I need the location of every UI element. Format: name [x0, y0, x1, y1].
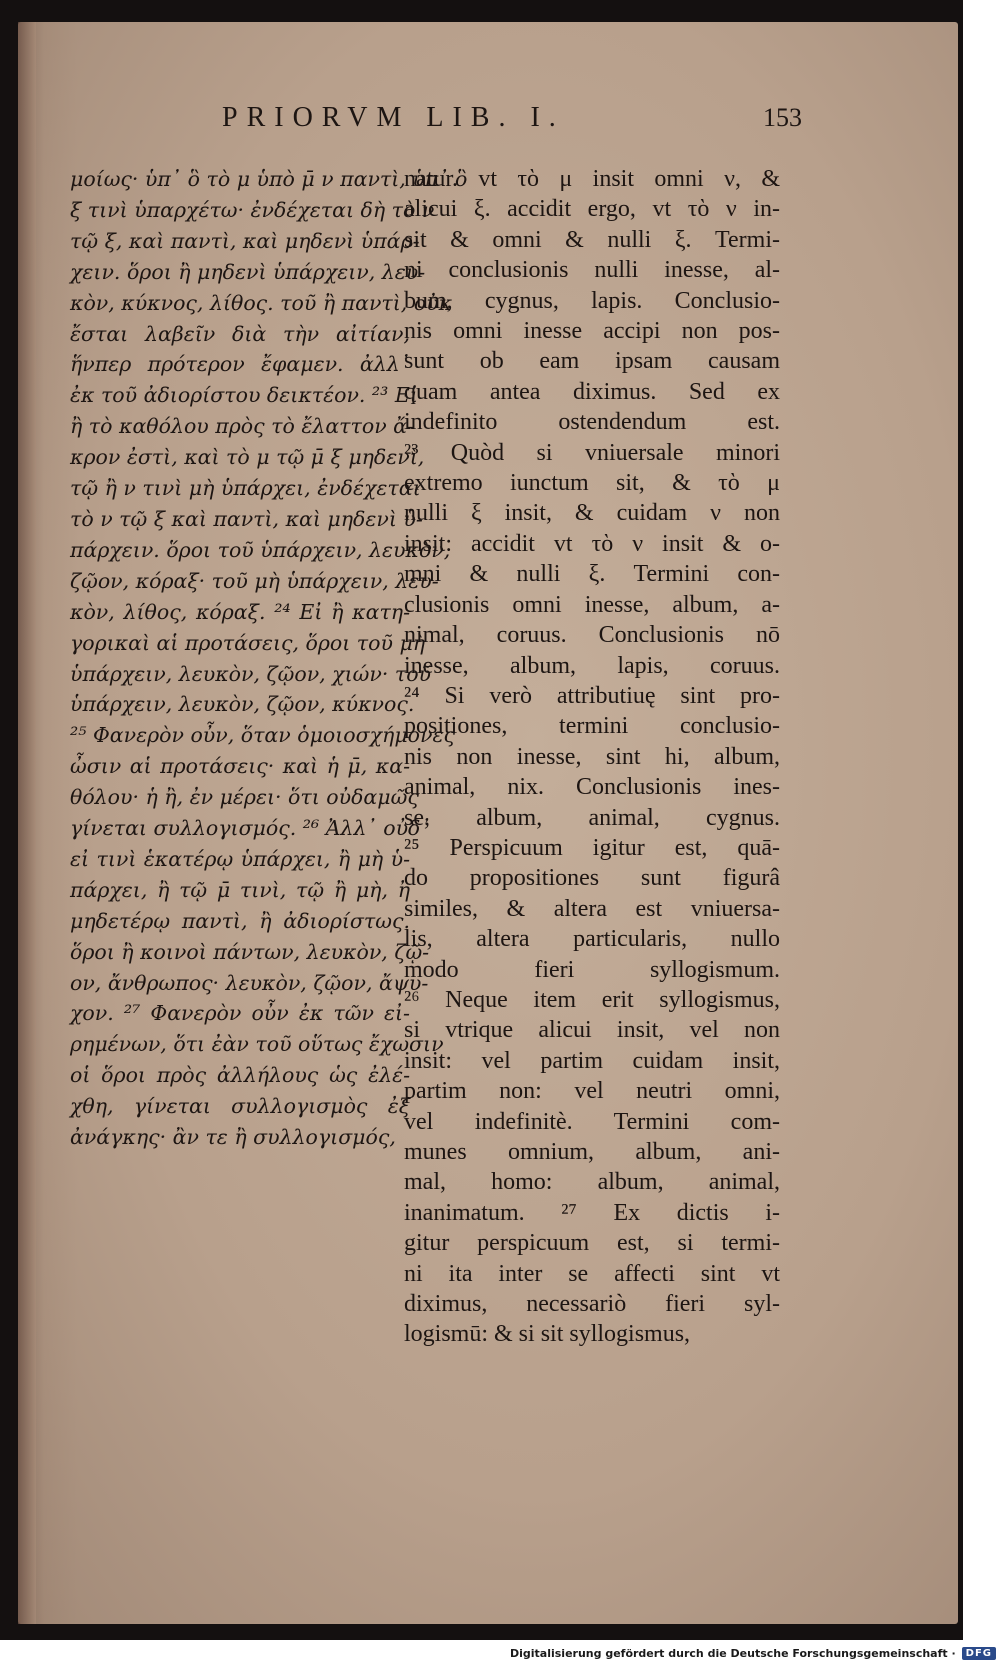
greek-text-column: [70, 164, 468, 1153]
latin-text-line: modo fieri syllogismum.: [404, 956, 780, 983]
greek-text-line: ἀνάγκης· ἂν τε ἢ συλλογισμός,: [70, 1125, 396, 1150]
greek-text-line: τὸ ν τῷ ξ καὶ παντὶ, καὶ μηδενὶ ὑ-: [70, 506, 423, 531]
latin-text-line: nis non inesse, sint hi, album,: [404, 743, 780, 770]
credit-text: Digitalisierung gefördert durch die Deutsche Forschungsgemeinschaft ·: [509, 1647, 956, 1660]
latin-text-line: insit: accidit vt τὸ ν insit & o-: [404, 530, 780, 557]
latin-text-column: [404, 164, 780, 1350]
latin-text-line: insit: vel partim cuidam insit,: [404, 1047, 780, 1074]
latin-text-line: gitur perspicuum est, si termi-: [404, 1230, 780, 1257]
greek-text-line: ὑπάρχειν, λευκὸν, ζῷον, χιών· τοῦ: [70, 661, 432, 686]
latin-text-line: clusionis omni inesse, album, a-: [404, 591, 780, 618]
latin-text-line: logismū: & si sit syllogismus,: [404, 1321, 691, 1348]
latin-text-line: ²⁴ Si verò attributiuę sint pro-: [404, 682, 780, 709]
greek-text-line: πάρχειν. ὅροι τοῦ ὑπάρχειν, λευκὸν,: [70, 537, 451, 562]
greek-text-line: τῷ ἢ ν τινὶ μὴ ὑπάρχει, ἐνδέχεται: [70, 476, 421, 501]
latin-text-line: animal, nix. Conclusionis ines-: [404, 774, 780, 801]
latin-text-line: partim non: vel neutri omni,: [404, 1078, 780, 1105]
running-head: [222, 102, 802, 134]
page-number: 153: [763, 103, 802, 132]
latin-text-line: mal, homo: album, animal,: [404, 1169, 780, 1196]
page-gutter-shadow: [18, 22, 36, 1624]
digitization-credit: [510, 1647, 996, 1660]
greek-text-line: κὸν, κύκνος, λίθος. τοῦ ἢ παντὶ, οὐκ: [70, 290, 453, 315]
latin-text-line: ni ita inter se affecti sint vt: [404, 1260, 780, 1287]
latin-text-line: indefinito ostendendum est.: [404, 409, 780, 436]
latin-text-line: natur. vt τὸ μ insit omni ν, &: [404, 166, 780, 192]
latin-text-line: extremo iunctum sit, & τὸ μ: [404, 470, 780, 497]
latin-text-line: inesse, album, lapis, coruus.: [404, 652, 780, 679]
latin-text-line: si vtrique alicui insit, vel non: [404, 1017, 780, 1044]
greek-text-line: ζῷον, κόραξ· τοῦ μὴ ὑπάρχειν, λευ-: [70, 568, 439, 593]
latin-text-line: sit & omni & nulli ξ. Termi-: [404, 226, 780, 253]
latin-text-line: do propositiones sunt figurâ: [404, 865, 780, 892]
greek-text-line: ²⁵ Φανερὸν οὖν, ὅταν ὁμοιοσχήμονες: [70, 723, 455, 748]
latin-text-line: lis, altera particularis, nullo: [404, 926, 780, 953]
latin-text-line: alicui ξ. accidit ergo, vt τὸ ν in-: [404, 196, 780, 223]
latin-text-line: mni & nulli ξ. Termini con-: [404, 561, 780, 588]
greek-text-line: ἔσται λαβεῖν διὰ τὴν αἰτίαν,: [70, 321, 410, 346]
greek-text-line: μοίως· ὑπ᾽ ὃ τὸ μ ὑπὸ μ̄ ν παντὶ, ὑπ᾽ ὃ: [70, 167, 468, 191]
latin-text-line: sunt ob eam ipsam causam: [404, 348, 780, 375]
running-title: PRIORVM LIB. I.: [222, 102, 565, 133]
greek-text-line: ἥνπερ πρότερον ἔφαμεν. ἀλλ᾽: [70, 352, 410, 377]
latin-text-line: positiones, termini conclusio-: [404, 713, 780, 740]
greek-text-line: ον, ἄνθρωπος· λευκὸν, ζῷον, ἄψυ-: [70, 970, 429, 995]
greek-text-line: ξ τινὶ ὑπαρχέτω· ἐνδέχεται δὴ τὸ ν: [70, 197, 435, 222]
latin-text-line: vel indefinitè. Termini com-: [404, 1108, 780, 1135]
greek-text-line: ὦσιν αἱ προτάσεις· καὶ ἡ μ̄, κα-: [70, 754, 410, 779]
greek-text-line: χον. ²⁷ Φανερὸν οὖν ἐκ τῶν εἰ-: [70, 1001, 410, 1026]
greek-text-line: εἰ τινὶ ἑκατέρῳ ὑπάρχει, ἢ μὴ ὑ-: [70, 846, 410, 871]
greek-text-line: κὸν, λίθος, κόραξ. ²⁴ Εἰ ἢ κατη-: [70, 599, 410, 624]
greek-text-line: ὅροι ἢ κοινοὶ πάντων, λευκὸν, ζῷ-: [70, 939, 430, 964]
latin-text-line: nimal, coruus. Conclusionis nō: [404, 622, 780, 649]
greek-text-line: μηδετέρῳ παντὶ, ἢ ἀδιορίστως.: [70, 908, 410, 933]
latin-text-line: quam antea diximus. Sed ex: [404, 378, 780, 405]
greek-text-line: θόλου· ἡ ἢ, ἐν μέρει· ὅτι οὐδαμῶς: [70, 785, 419, 810]
greek-text-line: ἢ τὸ καθόλου πρὸς τὸ ἔλαττον ἄ-: [70, 414, 414, 439]
greek-text-line: πάρχει, ἢ τῷ μ̄ τινὶ, τῷ ἢ μὴ, ἢ: [70, 877, 410, 902]
greek-text-line: ἐκ τοῦ ἀδιορίστου δεικτέον. ²³ Εἰ: [70, 383, 418, 408]
greek-text-line: οἱ ὅροι πρὸς ἀλλήλους ὡς ἐλέ-: [70, 1063, 410, 1088]
greek-text-line: τῷ ξ, καὶ παντὶ, καὶ μηδενὶ ὑπάρ-: [70, 228, 420, 253]
latin-text-line: inanimatum. ²⁷ Ex dictis i-: [404, 1199, 780, 1226]
latin-text-line: ²³ Quòd si vniuersale minori: [404, 439, 780, 466]
latin-text-line: bum, cygnus, lapis. Conclusio-: [404, 287, 780, 314]
latin-text-line: diximus, necessariò fieri syl-: [404, 1291, 780, 1318]
latin-text-line: ²⁵ Perspicuum igitur est, quā-: [404, 834, 780, 861]
greek-text-line: χθη, γίνεται συλλογισμὸς ἐξ: [70, 1094, 410, 1119]
greek-text-line: ὑπάρχειν, λευκὸν, ζῷον, κύκνος.: [70, 692, 415, 717]
latin-text-line: nulli ξ insit, & cuidam ν non: [404, 500, 780, 527]
latin-text-line: nis omni inesse accipi non pos-: [404, 318, 780, 345]
latin-text-line: ni conclusionis nulli inesse, al-: [404, 257, 780, 284]
latin-text-line: se, album, animal, cygnus.: [404, 804, 780, 831]
greek-text-line: ρημένων, ὅτι ἐὰν τοῦ οὕτως ἔχωσιν: [70, 1032, 444, 1057]
greek-text-line: γορικαὶ αἱ προτάσεις, ὅροι τοῦ μὴ: [70, 630, 426, 655]
greek-text-line: γίνεται συλλογισμός. ²⁶ Ἀλλ᾽ οὐδ᾽: [70, 816, 431, 841]
latin-text-line: ²⁶ Neque item erit syllogismus,: [404, 986, 780, 1013]
latin-text-line: similes, & altera est vniuersa-: [404, 895, 780, 922]
dfg-logo: DFG: [962, 1647, 996, 1660]
greek-text-line: κρον ἐστὶ, καὶ τὸ μ τῷ μ̄ ξ μηδενὶ,: [70, 445, 425, 470]
latin-text-line: munes omnium, album, ani-: [404, 1139, 780, 1165]
greek-text-line: χειν. ὅροι ἢ μηδενὶ ὑπάρχειν, λευ-: [70, 259, 426, 284]
